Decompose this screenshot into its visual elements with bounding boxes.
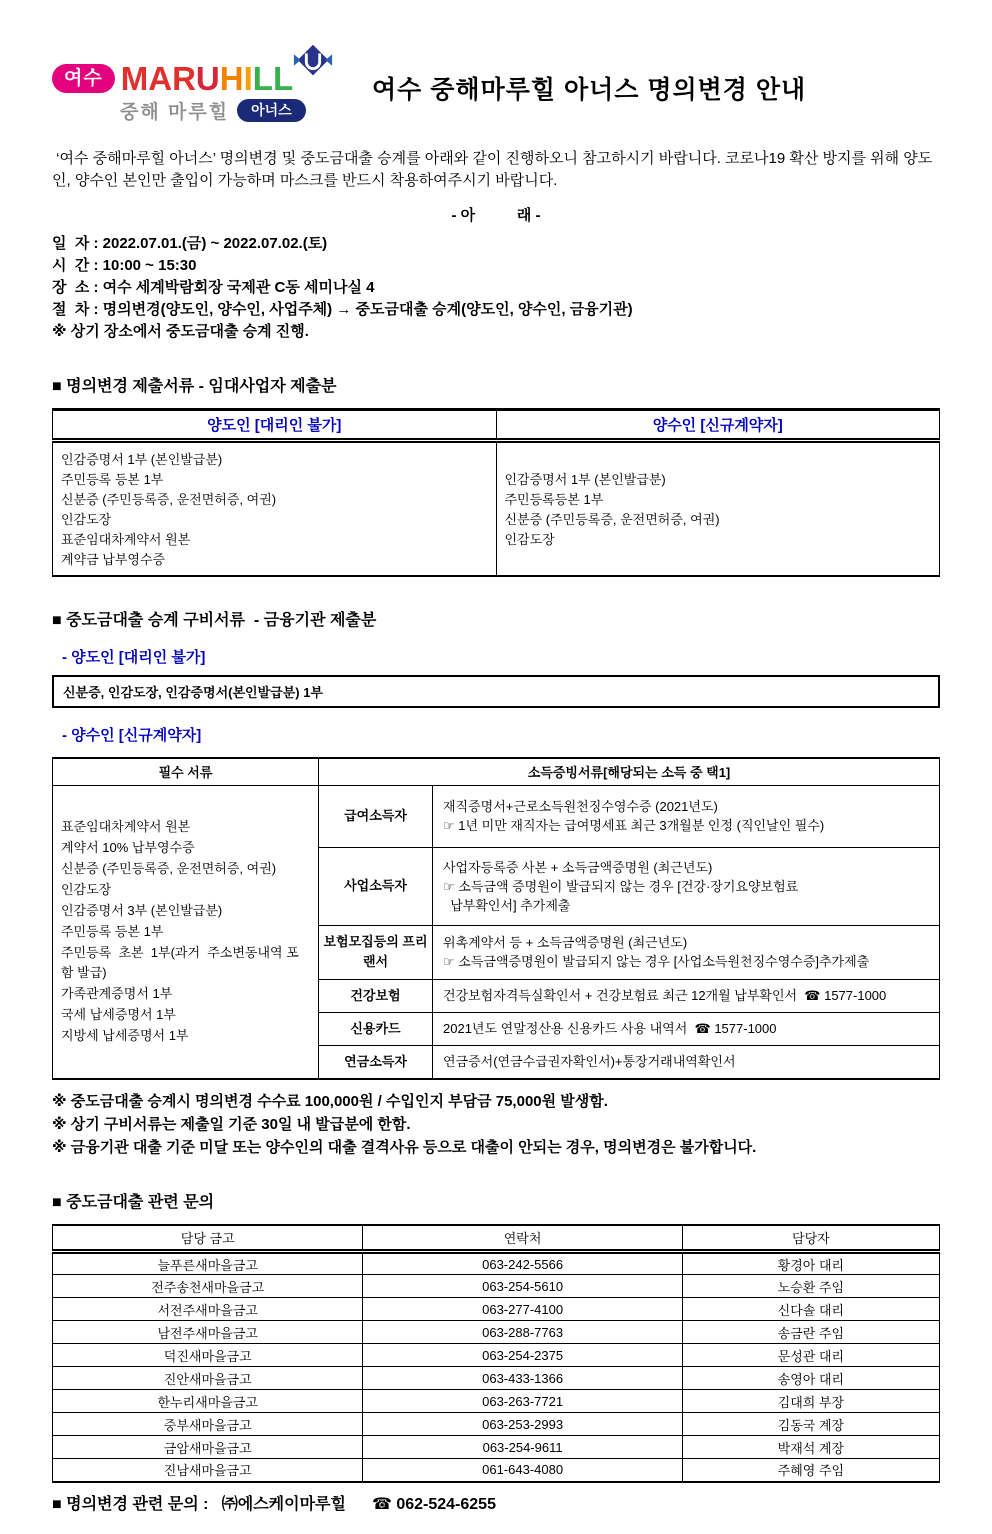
document-item: 인감도장 [504, 531, 555, 547]
income-row [53, 785, 940, 847]
brand-letter: L [272, 60, 294, 97]
required-docs-cell [53, 785, 319, 1079]
loan-succession-docs-table [52, 757, 940, 1080]
col-header-person: 담당자 [682, 1225, 939, 1252]
col-header-transferor: 양도인 [대리인 불가] [53, 410, 497, 441]
contact-bank-cell: 늘푸른새마을금고 [53, 1252, 363, 1275]
note-line: ※ 금융기관 대출 기준 미달 또는 양수인의 대출 결격사유 등으로 대출이 안되는 경우, 명의변경은 불가합니다. [52, 1138, 757, 1156]
required-doc-item: 주민등록 초본 1부(과거 주소변동내역 포함 발급) [61, 945, 299, 980]
income-desc-cell [433, 847, 940, 925]
transferor-docs-box: 신분증, 인감도장, 인감증명서(본인발급분) 1부 [52, 675, 940, 708]
contact-row [53, 1413, 940, 1436]
transferor-sublabel: - 양도인 [대리인 불가] [62, 649, 206, 666]
contact-row [53, 1275, 940, 1298]
contact-person-cell: 문성관 대리 [682, 1344, 939, 1367]
contact-person-cell: 신다솔 대리 [682, 1298, 939, 1321]
table-header-row [53, 758, 940, 785]
col-header-phone: 연락처 [363, 1225, 682, 1252]
document-item: 인감증명서 1부 (본인발급분) [61, 451, 223, 467]
footer-contact [52, 1491, 940, 1514]
brand-letter: A [148, 60, 173, 97]
col-header-required-docs: 필수 서류 [53, 758, 319, 785]
contact-phone-cell: 063-433-1366 [363, 1367, 682, 1390]
section3-heading: ■ 중도금대출 관련 문의 [52, 1193, 215, 1211]
footer-phone: ☎ 062-524-6255 [371, 1495, 496, 1513]
contact-person-cell: 노승환 주임 [682, 1275, 939, 1298]
brand-letter: I [243, 60, 253, 97]
contact-phone-cell: 061-643-4080 [363, 1459, 682, 1482]
contact-phone-cell: 063-254-9611 [363, 1436, 682, 1459]
footer-label: ■ 명의변경 관련 문의 : ㈜에스케이마루힐 [52, 1495, 346, 1513]
event-info-line: ※ 상기 장소에서 중도금대출 승계 진행. [52, 323, 309, 340]
income-type-cell: 신용카드 [319, 1012, 433, 1045]
section1-heading: ■ 명의변경 제출서류 - 임대사업자 제출분 [52, 378, 337, 395]
contact-person-cell: 송금란 주임 [682, 1321, 939, 1344]
maruhill-logo [52, 52, 344, 124]
contact-row [53, 1252, 940, 1275]
brand-diamond-icon [292, 40, 334, 82]
contact-row [53, 1436, 940, 1459]
col-header-transferee: 양수인 [신규계약자] [496, 410, 940, 441]
table-header-row [53, 410, 940, 441]
contact-phone-cell: 063-254-5610 [363, 1275, 682, 1298]
income-desc-line: 납부확인서] 추가제출 [443, 897, 571, 913]
intro-paragraph: ‘여수 중해마루힐 아너스’ 명의변경 및 중도금대출 승계를 아래와 같이 진행하오니 참고하시기 바랍니다. 코로나19 확산 방지를 위해 양도인, 양수인 본인만 출입이 가능하며 마스크를 반드시 착용하여주시기 바랍니다. [52, 150, 933, 189]
required-doc-item: 가족관계증명서 1부 [61, 986, 173, 1001]
required-doc-item: 신분증 (주민등록증, 운전면허증, 여권) [61, 861, 277, 876]
table1-left-cell [53, 441, 497, 577]
contact-row [53, 1390, 940, 1413]
contact-table-body [53, 1252, 940, 1482]
contact-bank-cell: 금암새마을금고 [53, 1436, 363, 1459]
col-header-income-proof: 소득증빙서류[해당되는 소득 중 택1] [319, 758, 940, 785]
event-info-line: 장 소 : 여수 세계박람회장 국제관 C동 세미나실 4 [52, 279, 375, 296]
income-desc-line: ☞ 1년 미만 재직자는 급여명세표 최근 3개월분 인정 (직인날인 필수) [443, 818, 825, 833]
transferee-sublabel: - 양수인 [신규계약자] [62, 727, 202, 744]
document-item: 인감도장 [61, 511, 112, 527]
income-table-body [53, 785, 940, 1079]
contact-bank-cell: 덕진새마을금고 [53, 1344, 363, 1367]
document-item: 신분증 (주민등록증, 운전면허증, 여권) [504, 511, 720, 527]
note-line: ※ 상기 구비서류는 제출일 기준 30일 내 발급분에 한함. [52, 1115, 411, 1133]
contact-person-cell: 박재석 계장 [682, 1436, 939, 1459]
contact-bank-cell: 진남새마을금고 [53, 1459, 363, 1482]
income-desc-cell [433, 785, 940, 847]
logo-bottom-row [120, 97, 344, 124]
income-type-cell: 보험모집등의 프리랜서 [319, 925, 433, 979]
document-item: 주민등록 등본 1부 [61, 471, 164, 487]
income-desc-cell [433, 979, 940, 1012]
event-info-list [52, 233, 940, 343]
income-desc-cell [433, 925, 940, 979]
document-item: 계약금 납부영수증 [61, 551, 166, 567]
contact-row [53, 1459, 940, 1482]
event-info-line: 시 간 : 10:00 ~ 15:30 [52, 257, 197, 274]
arae-divider-line: - 아 래 - [451, 207, 541, 224]
notes-list [52, 1090, 940, 1159]
contact-person-cell: 송영아 대리 [682, 1367, 939, 1390]
brand-letter: U [195, 60, 220, 97]
document-item: 신분증 (주민등록증, 운전면허증, 여권) [61, 491, 277, 507]
document-item: 주민등록등본 1부 [504, 491, 604, 507]
document-header [52, 52, 940, 124]
contact-bank-cell: 한누리새마을금고 [53, 1390, 363, 1413]
required-doc-item: 인감도장 [61, 882, 112, 897]
required-doc-item: 인감증명서 3부 (본인발급분) [61, 903, 223, 918]
contact-bank-cell: 중부새마을금고 [53, 1413, 363, 1436]
income-type-cell: 사업소득자 [319, 847, 433, 925]
document-item: 표준임대차계약서 원본 [61, 531, 191, 547]
contact-bank-cell: 전주송천새마을금고 [53, 1275, 363, 1298]
contact-phone-cell: 063-263-7721 [363, 1390, 682, 1413]
contact-row [53, 1367, 940, 1390]
income-type-cell: 급여소득자 [319, 785, 433, 847]
required-doc-item: 주민등록 등본 1부 [61, 924, 164, 939]
required-doc-item: 지방세 납세증명서 1부 [61, 1028, 189, 1043]
col-header-bank: 담당 금고 [53, 1225, 363, 1252]
event-info-line: 일 자 : 2022.07.01.(금) ~ 2022.07.02.(토) [52, 235, 328, 252]
contact-phone-cell: 063-254-2375 [363, 1344, 682, 1367]
income-type-cell: 건강보험 [319, 979, 433, 1012]
document-item: 인감증명서 1부 (본인발급분) [504, 471, 666, 487]
income-desc-line: 사업자등록증 사본 + 소득금액증명원 (최근년도) [443, 859, 713, 875]
contact-row [53, 1321, 940, 1344]
contact-row [53, 1298, 940, 1321]
brand-letters [121, 62, 293, 95]
contact-bank-cell: 남전주새마을금고 [53, 1321, 363, 1344]
contact-phone-cell: 063-277-4100 [363, 1298, 682, 1321]
junghae-subtitle: 중해 마루힐 [120, 102, 230, 123]
income-desc-cell [433, 1012, 940, 1045]
income-desc-line: 재직증명서+근로소득원천징수영수증 (2021년도) [443, 799, 718, 814]
note-line: ※ 중도금대출 승계시 명의변경 수수료 100,000원 / 수입인지 부담금 75,000원 발생함. [52, 1092, 608, 1110]
table-row [53, 441, 940, 577]
event-info-line: 절 차 : 명의변경(양도인, 양수인, 사업주체) → 중도금대출 승계(양도인, 양수인, 금융기관) [52, 301, 633, 318]
name-change-docs-table [52, 408, 940, 577]
section2-heading: ■ 중도금대출 승계 구비서류 - 금융기관 제출분 [52, 612, 377, 629]
contact-row [53, 1344, 940, 1367]
contact-phone-cell: 063-253-2993 [363, 1413, 682, 1436]
table1-right-cell [496, 441, 940, 577]
income-desc-line: ☞ 소득금액 증명원이 발급되지 않는 경우 [건강·장기요양보험료 [443, 878, 799, 894]
contact-person-cell: 황경아 대리 [682, 1252, 939, 1275]
contact-bank-cell: 진안새마을금고 [53, 1367, 363, 1390]
brand-letter: H [219, 60, 244, 97]
contact-phone-cell: 063-242-5566 [363, 1252, 682, 1275]
contact-person-cell: 김동국 계장 [682, 1413, 939, 1436]
income-desc-line: ☞ 소득금액증명원이 발급되지 않는 경우 [사업소득원천징수영수증]추가제출 [443, 954, 870, 969]
honors-badge: 아너스 [237, 99, 306, 122]
brand-letter: R [172, 60, 196, 97]
table-header-row [53, 1225, 940, 1252]
required-doc-item: 계약서 10% 납부영수증 [61, 840, 195, 855]
income-desc-line: 연금증서(연금수급권자확인서)+통장거래내역확인서 [443, 1054, 736, 1069]
yeosu-badge: 여수 [52, 64, 115, 93]
brand-letter: L [252, 60, 273, 97]
income-type-cell: 연금소득자 [319, 1045, 433, 1079]
required-doc-item: 국세 납세증명서 1부 [61, 1007, 176, 1022]
income-desc-line: 건강보험자격득실확인서 + 건강보험료 최근 12개월 납부확인서 ☎ 1577-1000 [443, 988, 887, 1003]
income-desc-line: 위촉계약서 등 + 소득금액증명원 (최근년도) [443, 935, 688, 950]
brand-letter: M [120, 60, 149, 97]
loan-contact-table [52, 1224, 940, 1483]
page-title: 여수 중해마루힐 아너스 명의변경 안내 [372, 76, 807, 104]
income-desc-cell [433, 1045, 940, 1079]
contact-person-cell: 주혜영 주임 [682, 1459, 939, 1482]
contact-phone-cell: 063-288-7763 [363, 1321, 682, 1344]
required-doc-item: 표준임대차계약서 원본 [61, 819, 191, 834]
contact-bank-cell: 서전주새마을금고 [53, 1298, 363, 1321]
income-desc-line: 2021년도 연말정산용 신용카드 사용 내역서 ☎ 1577-1000 [443, 1021, 777, 1036]
contact-person-cell: 김대희 부장 [682, 1390, 939, 1413]
